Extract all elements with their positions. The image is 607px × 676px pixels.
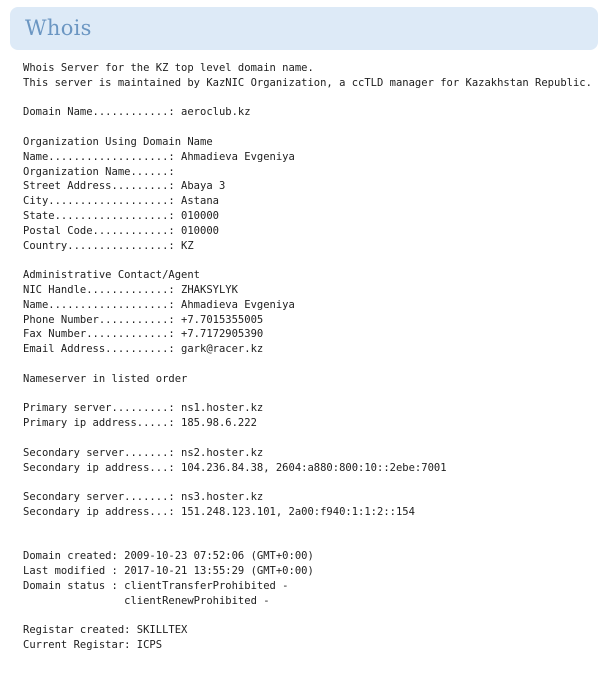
whois-line: Postal Code............: 010000 (23, 224, 219, 237)
whois-line: Name...................: Ahmadieva Evgeniya (23, 298, 295, 311)
whois-output (0, 50, 607, 653)
whois-line: Secondary server.......: ns2.hoster.kz (23, 446, 264, 459)
whois-line: Last modified : 2017-10-21 13:55:29 (GMT+0:00) (23, 565, 314, 578)
whois-line: Whois Server for the KZ top level domain name. (23, 62, 314, 74)
whois-page (0, 7, 607, 653)
whois-section-dates-status (23, 549, 603, 608)
whois-line: Domain status : clientTransferProhibited - (23, 579, 289, 592)
whois-section-organization (23, 135, 603, 253)
whois-line: Secondary ip address...: 151.248.123.101, 2a00:f940:1:1:2::154 (23, 505, 415, 518)
whois-line: Organization Name......: (23, 165, 175, 178)
whois-line: Name...................: Ahmadieva Evgeniya (23, 150, 295, 163)
whois-line: NIC Handle.............: ZHAKSYLYK (23, 283, 238, 296)
whois-line: Country................: KZ (23, 239, 194, 252)
whois-section-primary-nameserver (23, 401, 603, 431)
whois-section-intro (23, 61, 603, 91)
whois-section-secondary-nameserver-3 (23, 490, 603, 520)
whois-line: Primary ip address.....: 185.98.6.222 (23, 417, 257, 430)
whois-line: Organization Using Domain Name (23, 135, 213, 148)
whois-line: Domain Name............: aeroclub.kz (23, 106, 251, 119)
whois-line: Administrative Contact/Agent (23, 269, 201, 282)
whois-line: Secondary ip address...: 104.236.84.38, 2604:a880:800:10::2ebe:7001 (23, 461, 447, 474)
whois-section-nameservers-heading (23, 372, 603, 387)
whois-line: Nameserver in listed order (23, 372, 188, 385)
whois-line: State..................: 010000 (23, 209, 219, 222)
whois-line: Email Address..........: gark@racer.kz (23, 343, 264, 356)
whois-section-domain-name (23, 105, 603, 120)
whois-line: Current Registar: ICPS (23, 639, 163, 652)
whois-line: City...................: Astana (23, 195, 219, 208)
whois-line: Phone Number...........: +7.7015355005 (23, 313, 264, 326)
whois-line: clientRenewProhibited - (23, 594, 270, 607)
whois-section-secondary-nameserver-2 (23, 446, 603, 476)
whois-line: Registar created: SKILLTEX (23, 624, 188, 637)
whois-line: This server is maintained by KazNIC Organization, a ccTLD manager for Kazakhstan Republic. (23, 76, 592, 89)
whois-line: Domain created: 2009-10-23 07:52:06 (GMT+0:00) (23, 550, 314, 563)
whois-header-banner (10, 7, 598, 50)
whois-line: Primary server.........: ns1.hoster.kz (23, 402, 264, 415)
whois-line: Street Address.........: Abaya 3 (23, 180, 226, 193)
whois-section-admin-contact (23, 268, 603, 357)
whois-line: Secondary server.......: ns3.hoster.kz (23, 491, 264, 504)
page-title: Whois (25, 15, 92, 40)
whois-section-registrar (23, 623, 603, 653)
whois-line: Fax Number.............: +7.7172905390 (23, 328, 264, 341)
